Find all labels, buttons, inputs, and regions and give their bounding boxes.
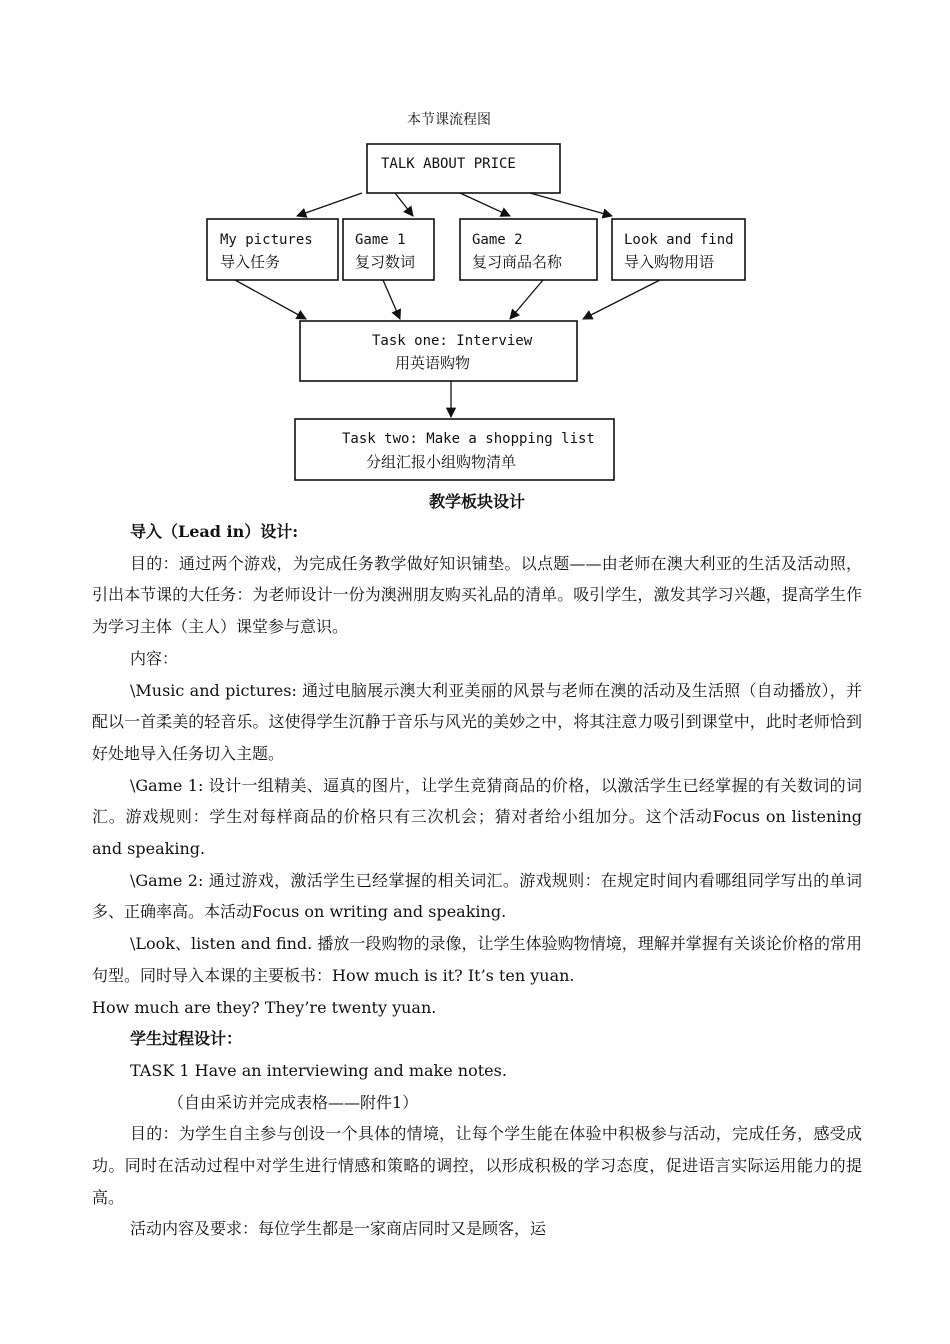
box-look-and-find-line2: 导入购物用语 [624,253,715,271]
look-paragraph: \Look、listen and find. 播放一段购物的录像，让学生体验购物情境，理解并掌握有关谈论价格的常用句型。同时导入本课的主要板书：How much is it? It’s ten yuan. [92,934,862,985]
box-my-pictures-line2: 导入任务 [220,253,281,271]
arrow-top-to-box1 [297,193,362,216]
task-two-line2: 分组汇报小组购物清单 [366,453,517,471]
arrow-box4-to-task1 [583,280,660,319]
arrow-box1-to-task1 [235,280,306,319]
arrow-top-to-box2 [395,193,413,216]
box-my-pictures-line1: My pictures [220,232,313,248]
task1-heading: TASK 1 Have an interviewing and make notes. [130,1060,507,1080]
activity-paragraph: 活动内容及要求：每位学生都是一家商店同时又是顾客，运 [130,1219,547,1239]
purpose-paragraph-1: 目的：通过两个游戏，为完成任务教学做好知识铺垫。以点题——由老师在澳大利亚的生活及活动照，引出本节课的大任务：为老师设计一份为澳洲朋友购买礼品的清单。吸引学生，激发其学习兴趣，提高学生作为学习主体（主人）课堂参与意识。 [92,553,862,637]
content-label: 内容： [130,648,179,668]
section-title: 教学板块设计 [428,492,525,511]
box-game2-line2: 复习商品名称 [472,253,563,271]
flowchart-title: 本节课流程图 [407,112,491,128]
look-paragraph-continued: How much are they? They’re twenty yuan. [92,997,437,1017]
task-one-box [300,321,577,381]
arrow-top-to-box4 [530,193,612,216]
box-game1-line2: 复习数词 [355,253,416,271]
task-one-line1: Task one: Interview [372,333,533,349]
lesson-flowchart [0,0,950,490]
top-box-label: TALK ABOUT PRICE [381,156,516,172]
process-heading: 学生过程设计： [130,1029,243,1049]
box-look-and-find-line1: Look and find [624,232,734,248]
game1-paragraph: \Game 1: 设计一组精美、逼真的图片，让学生竞猜商品的价格，以激活学生已经掌握的有关数词的词汇。游戏规则：学生对每样商品的价格只有三次机会；猜对者给小组加分。这个活动Focus on listening and speaking. [92,775,862,859]
music-paragraph: \Music and pictures: 通过电脑展示澳大利亚美丽的风景与老师在澳的活动及生活照（自动播放），并配以一首柔美的轻音乐。这使得学生沉静于音乐与风光的美妙之中，将其注意力吸引到课堂中，此时老师恰到好处地导入任务切入主题。 [92,680,862,763]
task-one-line2: 用英语购物 [395,354,471,372]
leadin-heading: 导入（Lead in）设计: [130,522,299,541]
arrow-box2-to-task1 [383,280,400,319]
arrow-top-to-box3 [460,193,510,216]
task-two-line1: Task two: Make a shopping list [342,431,595,447]
box-game1-line1: Game 1 [355,232,406,248]
document-body [92,488,862,1245]
task1-note: （自由采访并完成表格——附件1） [168,1092,419,1112]
purpose-paragraph-2: 目的：为学生自主参与创设一个具体的情境，让每个学生能在体验中积极参与活动，完成任务，感受成功。同时在活动过程中对学生进行情感和策略的调控，以形成积极的学习态度，促进语言实际运用能力的提高。 [92,1124,862,1207]
game2-paragraph: \Game 2: 通过游戏，激活学生已经掌握的相关词汇。游戏规则：在规定时间内看哪组同学写出的单词多、正确率高。本活动Focus on writing and speaking. [92,870,862,922]
arrow-box3-to-task1 [510,280,543,319]
box-game2-line1: Game 2 [472,232,523,248]
